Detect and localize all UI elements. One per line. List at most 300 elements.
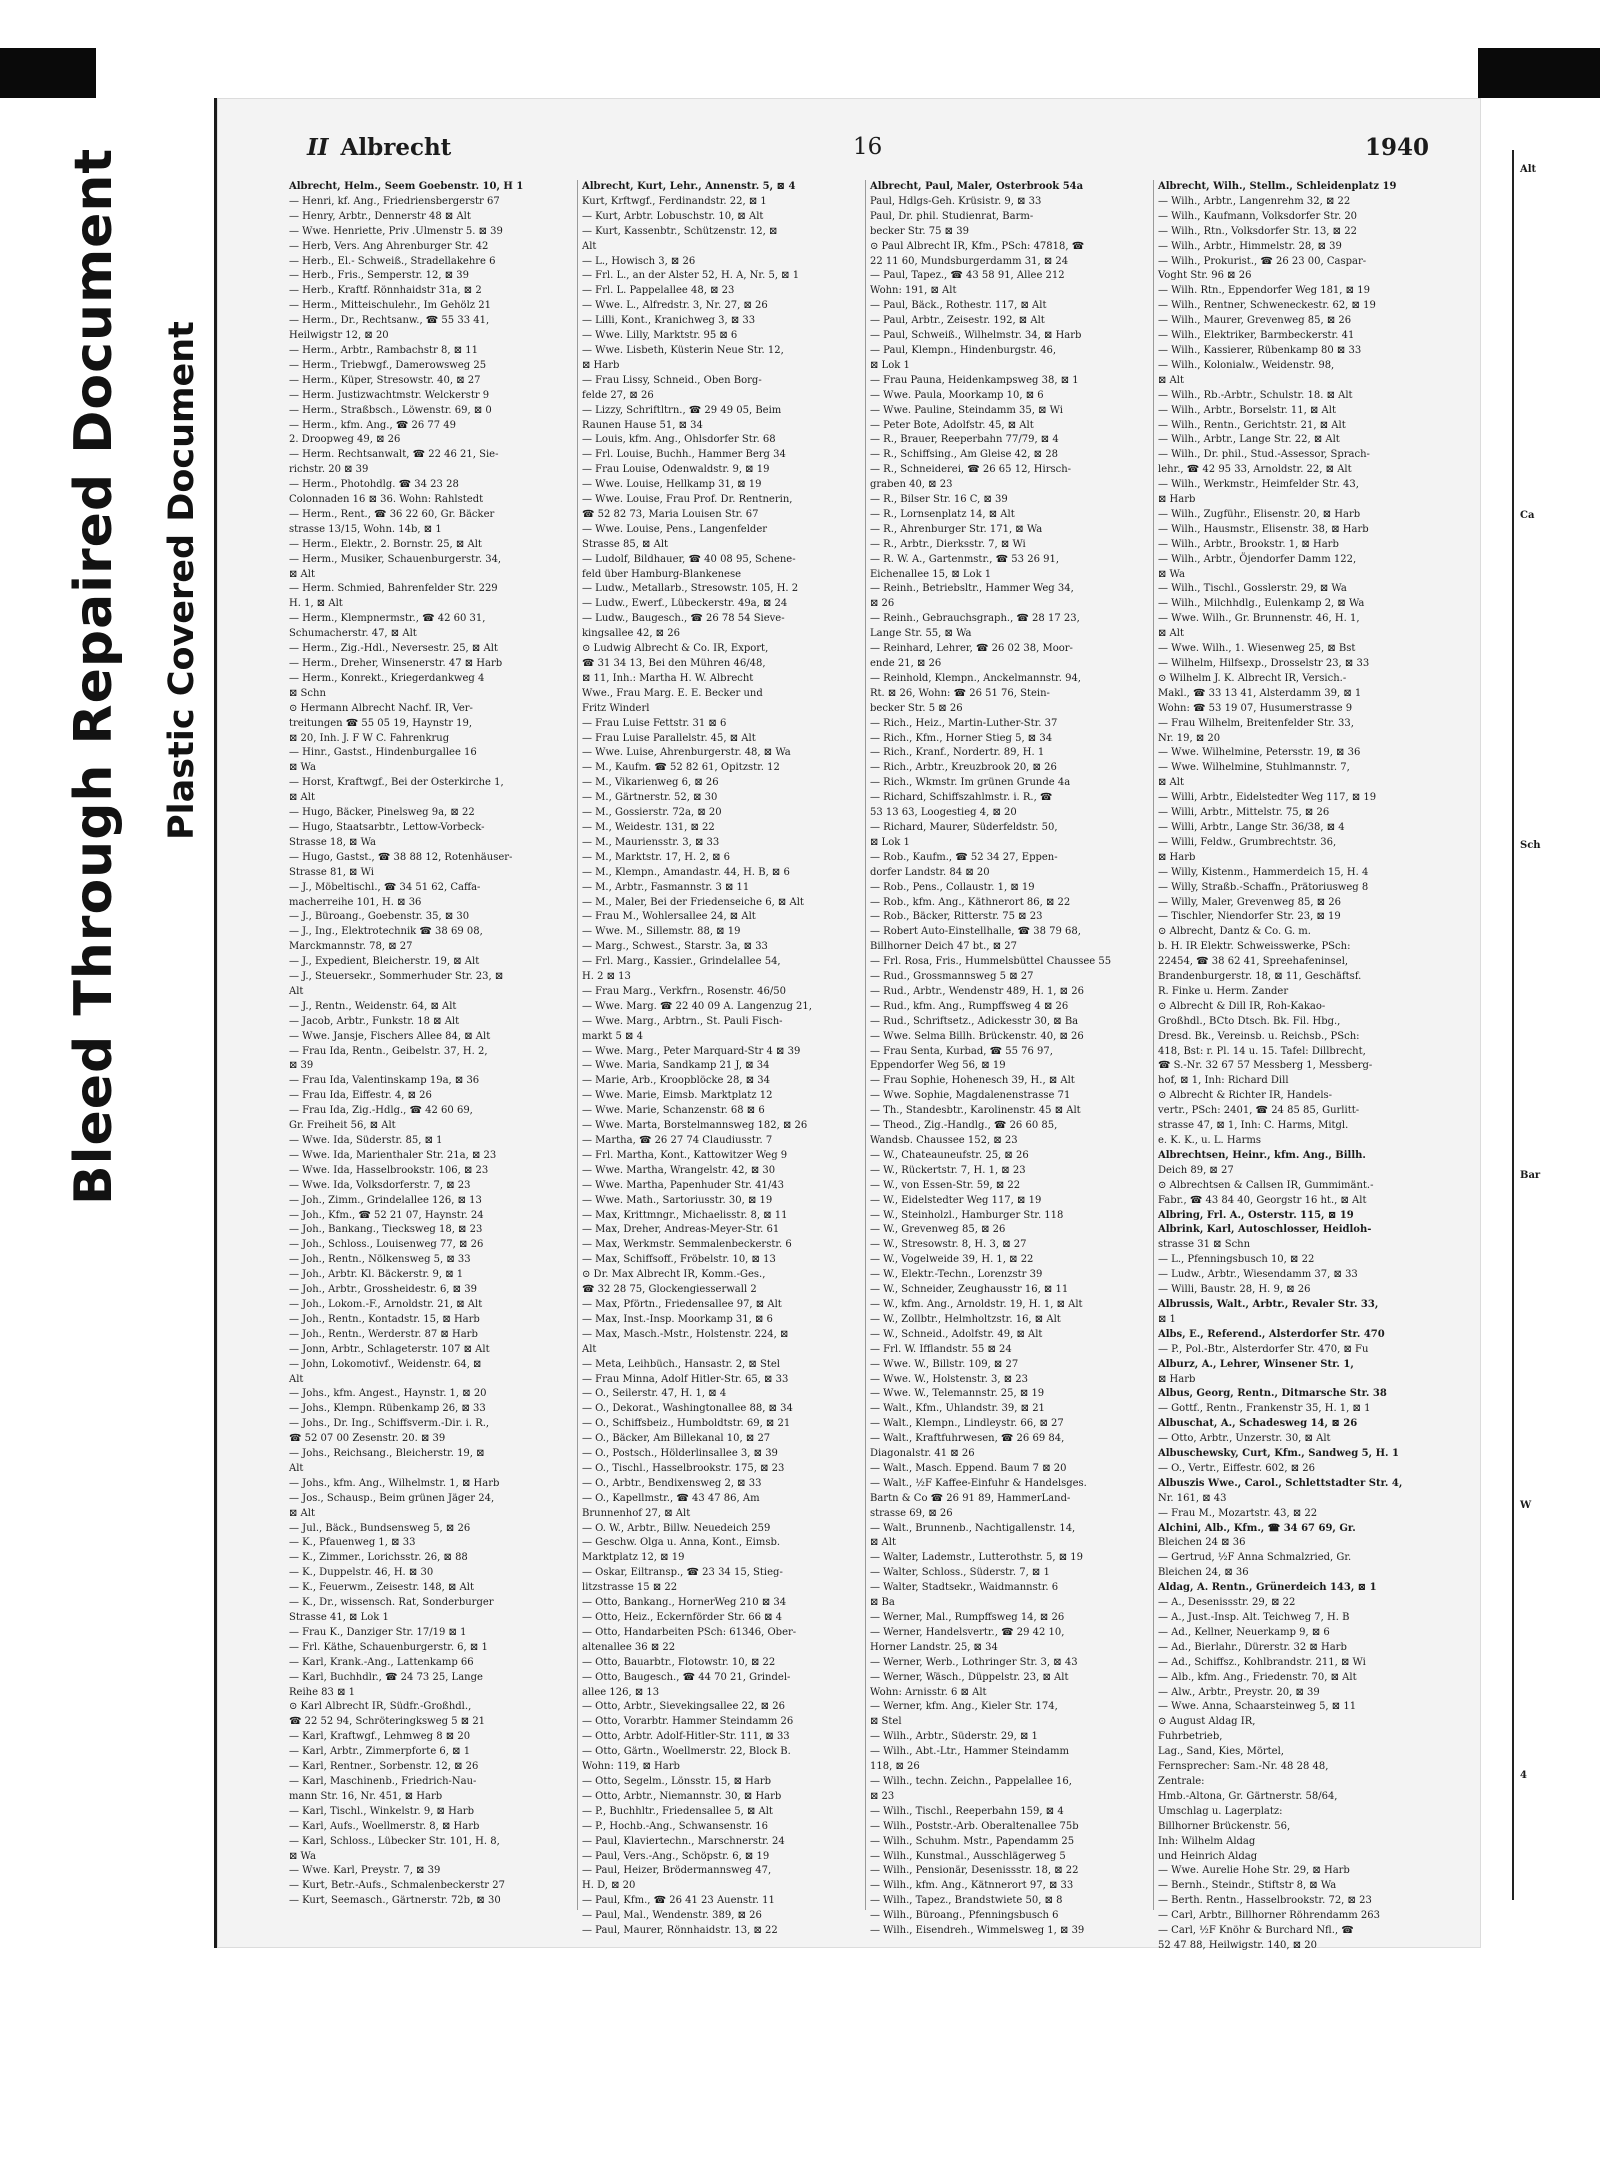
directory-entry: — J., Steuersekr., Sommerhuder Str. 23, ⊠ bbox=[289, 971, 504, 983]
directory-entry: Strasse 18, ⊠ Wa bbox=[289, 836, 376, 848]
directory-entry: — Frau Ida, Rentn., Geibelstr. 37, H. 2, bbox=[289, 1045, 488, 1057]
directory-entry: — Max, Krittmngr., Michaelisstr. 8, ⊠ 11 bbox=[582, 1209, 788, 1221]
directory-entry: macherreihe 101, H. ⊠ 36 bbox=[289, 896, 422, 908]
directory-entry: — Lizzy, Schriftltrn., ☎ 29 49 05, Beim bbox=[582, 404, 782, 416]
directory-entry: — Ludolf, Bildhauer, ☎ 40 08 95, Schene- bbox=[582, 553, 796, 565]
directory-entry: — Joh., Rentn., Werderstr. 87 ⊠ Harb bbox=[289, 1328, 478, 1340]
directory-entry: — Wwe. Wilh., 1. Wiesenweg 25, ⊠ Bst bbox=[1158, 643, 1356, 655]
directory-entry: — Wwe. Jansje, Fischers Allee 84, ⊠ Alt bbox=[289, 1030, 491, 1042]
directory-entry: — Paul, Klaviertechn., Marschnerstr. 24 bbox=[582, 1835, 785, 1847]
directory-entry: — Frau Ida, Valentinskamp 19a, ⊠ 36 bbox=[289, 1075, 480, 1087]
directory-entry: — Reinhold, Klempn., Anckelmannstr. 94, bbox=[870, 672, 1081, 684]
directory-entry: — Wilh., Eisendreh., Wimmelsweg 1, ⊠ 39 bbox=[870, 1925, 1085, 1937]
directory-entry: — Gertrud, ½F Anna Schmalzried, Gr. bbox=[1158, 1552, 1352, 1564]
directory-entry: ⊠ 1 bbox=[1158, 1313, 1176, 1325]
directory-entry: Nr. 161, ⊠ 43 bbox=[1158, 1492, 1227, 1504]
directory-entry: — Otto, Vorarbtr. Hammer Steindamm 26 bbox=[582, 1716, 794, 1728]
directory-entry: — Herm., Photohdlg. ☎ 34 23 28 bbox=[289, 479, 459, 491]
directory-entry: — K., Duppelstr. 46, H. ⊠ 30 bbox=[289, 1567, 434, 1579]
directory-entry: — Joh., Lokom.-F., Arnoldstr. 21, ⊠ Alt bbox=[289, 1298, 483, 1310]
directory-entry: Alt bbox=[582, 1343, 597, 1355]
directory-entry: Fritz Winderl bbox=[582, 702, 650, 714]
directory-entry: — Wwe. Marie, Schanzenstr. 68 ⊠ 6 bbox=[582, 1105, 765, 1117]
directory-entry: — Wilh., Dr. phil., Stud.-Assessor, Sprach- bbox=[1158, 449, 1370, 461]
black-tab-left bbox=[0, 48, 96, 98]
directory-entry: — Paul, Vers.-Ang., Schöpstr. 6, ⊠ 19 bbox=[582, 1850, 770, 1862]
directory-entry: — Herm., Straßbsch., Löwenstr. 69, ⊠ 0 bbox=[289, 404, 492, 416]
directory-entry: — Otto, Bauarbtr., Flotowstr. 10, ⊠ 22 bbox=[582, 1656, 776, 1668]
directory-entry: — Otto, Segelm., Lönsstr. 15, ⊠ Harb bbox=[582, 1775, 772, 1787]
directory-entry: Colonnaden 16 ⊠ 36. Wohn: Rahlstedt bbox=[289, 494, 484, 506]
directory-entry: — Herm., Arbtr., Rambachstr 8, ⊠ 11 bbox=[289, 344, 478, 356]
directory-entry: — Paul, Kfm., ☎ 26 41 23 Auenstr. 11 bbox=[582, 1895, 775, 1907]
edge-fragment: W bbox=[1520, 1500, 1532, 1511]
directory-entry: Inh: Wilhelm Aldag bbox=[1158, 1835, 1256, 1847]
directory-entry: — Karl, Arbtr., Zimmerpforte 6, ⊠ 1 bbox=[289, 1746, 471, 1758]
directory-entry: — Reinhard, Lehrer, ☎ 26 02 38, Moor- bbox=[870, 643, 1073, 655]
directory-entry: — Jonn, Arbtr., Schlageterstr. 107 ⊠ Alt bbox=[289, 1343, 490, 1355]
directory-entry: — Max, Dreher, Andreas-Meyer-Str. 61 bbox=[582, 1224, 780, 1236]
directory-entry: — Wwe. Louise, Pens., Langenfelder bbox=[582, 523, 768, 535]
directory-entry: strasse 13/15, Wohn. 14b, ⊠ 1 bbox=[289, 523, 442, 535]
directory-entry: — Wwe. Anna, Schaarsteinweg 5, ⊠ 11 bbox=[1158, 1701, 1357, 1713]
directory-entry: — Otto, Baugesch., ☎ 44 70 21, Grindel- bbox=[582, 1671, 791, 1683]
column-1 bbox=[289, 180, 568, 1910]
directory-entry: — Max, Masch.-Mstr., Holstenstr. 224, ⊠ bbox=[582, 1328, 789, 1340]
running-head-name: Albrecht bbox=[340, 134, 452, 161]
directory-entry: ⊙ Karl Albrecht IR, Südfr.-Großhdl., bbox=[289, 1701, 472, 1713]
directory-entry: — Johs., Klempn. Rübenkamp 26, ⊠ 33 bbox=[289, 1403, 486, 1415]
directory-entry: — Willy, Kistenm., Hammerdeich 15, H. 4 bbox=[1158, 866, 1369, 878]
directory-entry: — Wilh., Arbtr., Öjendorfer Damm 122, bbox=[1158, 553, 1357, 565]
directory-entry: — Th., Standesbtr., Karolinenstr. 45 ⊠ Alt bbox=[870, 1105, 1081, 1117]
directory-entry: ⊠ Harb bbox=[1158, 851, 1196, 863]
directory-entry: felde 27, ⊠ 26 bbox=[582, 389, 654, 401]
directory-entry: ⊠ Alt bbox=[289, 1507, 315, 1519]
directory-entry: Fernsprecher: Sam.-Nr. 48 28 48, bbox=[1158, 1761, 1329, 1773]
directory-entry: — Wilh., Zugführ., Elisenstr. 20, ⊠ Harb bbox=[1158, 508, 1361, 520]
directory-entry: — Tischler, Niendorfer Str. 23, ⊠ 19 bbox=[1158, 911, 1341, 923]
directory-entry: — Herm., Dr., Rechtsanw., ☎ 55 33 41, bbox=[289, 315, 490, 327]
directory-entry: — Wilh., Schuhm. Mstr., Papendamm 25 bbox=[870, 1835, 1075, 1847]
directory-entry: — R., Lornsenplatz 14, ⊠ Alt bbox=[870, 508, 1015, 520]
directory-entry: — O., Postsch., Hölderlinsallee 3, ⊠ 39 bbox=[582, 1448, 778, 1460]
directory-entry: — Rich., Kranf., Nordertr. 89, H. 1 bbox=[870, 747, 1045, 759]
edge-fragment: Alt bbox=[1520, 164, 1537, 175]
directory-entry: — Herm., Konrekt., Kriegerdankweg 4 bbox=[289, 672, 485, 684]
directory-entry: — P., Pol.-Btr., Alsterdorfer Str. 470, ⊠ Fu bbox=[1158, 1343, 1369, 1355]
directory-entry: ⊙ Hermann Albrecht Nachf. IR, Ver- bbox=[289, 702, 473, 714]
scan-notice bbox=[44, 120, 202, 1205]
directory-entry: Alchini, Alb., Kfm., ☎ 34 67 69, Gr. bbox=[1158, 1522, 1356, 1534]
directory-entry: — Herb., Fris., Semperstr. 12, ⊠ 39 bbox=[289, 270, 470, 282]
directory-entry: — Paul, Bäck., Rothestr. 117, ⊠ Alt bbox=[870, 300, 1047, 312]
directory-entry: altenallee 36 ⊠ 22 bbox=[582, 1641, 676, 1653]
directory-entry: 418, Bst: r. Pl. 14 u. 15. Tafel: Dillbrecht, bbox=[1158, 1045, 1366, 1057]
directory-entry: Billhorner Brückenstr. 56, bbox=[1158, 1820, 1291, 1832]
directory-entry: Hmb.-Altona, Gr. Gärtnerstr. 58/64, bbox=[1158, 1790, 1338, 1802]
directory-entry: — Wwe. Ida, Süderstr. 85, ⊠ 1 bbox=[289, 1135, 443, 1146]
directory-entry: Wohn: Arnisstr. 6 ⊠ Alt bbox=[870, 1686, 987, 1698]
directory-entry: — Wwe. Luise, Ahrenburgerstr. 48, ⊠ Wa bbox=[582, 747, 791, 759]
directory-entry: — W., Eidelstedter Weg 117, ⊠ 19 bbox=[870, 1194, 1042, 1206]
directory-entry: — Wwe. W., Holstenstr. 3, ⊠ 23 bbox=[870, 1373, 1028, 1385]
directory-entry: — K., Pfauenweg 1, ⊠ 33 bbox=[289, 1537, 416, 1549]
directory-entry: — Joh., Zimm., Grindelallee 126, ⊠ 13 bbox=[289, 1194, 482, 1206]
directory-entry: — Max, Schiffsoff., Fröbelstr. 10, ⊠ 13 bbox=[582, 1254, 776, 1266]
directory-entry: — Walter, Lademstr., Lutterothstr. 5, ⊠ 19 bbox=[870, 1552, 1083, 1564]
directory-entry: H. D, ⊠ 20 bbox=[582, 1880, 636, 1892]
directory-entry: — Herb., El.- Schweiß., Stradellakehre 6 bbox=[289, 255, 496, 267]
directory-entry: — O., Vertr., Eiffestr. 602, ⊠ 26 bbox=[1158, 1462, 1316, 1474]
directory-entry: Albrink, Karl, Autoschlosser, Heidloh- bbox=[1158, 1224, 1372, 1236]
directory-entry: ⊙ Albrecht & Richter IR, Handels- bbox=[1158, 1090, 1333, 1102]
directory-entry: — Wwe. Louise, Frau Prof. Dr. Rentnerin, bbox=[582, 494, 793, 506]
directory-entry: — Rob., Bäcker, Ritterstr. 75 ⊠ 23 bbox=[870, 911, 1043, 923]
directory-entry: — Wilh., Pensionär, Desenissstr. 18, ⊠ 22 bbox=[870, 1865, 1079, 1877]
directory-entry: — W., Grevenweg 85, ⊠ 26 bbox=[870, 1224, 1006, 1236]
directory-entry: Paul, Dr. phil. Studienrat, Barm- bbox=[870, 210, 1034, 222]
directory-entry: — Wilh., Kaufmann, Volksdorfer Str. 20 bbox=[1158, 210, 1358, 222]
directory-entry: — Ludw., Arbtr., Wiesendamm 37, ⊠ 33 bbox=[1158, 1269, 1358, 1281]
directory-entry: feld über Hamburg-Blankenese bbox=[582, 568, 742, 580]
directory-entry: dorfer Landstr. 84 ⊠ 20 bbox=[870, 866, 990, 878]
directory-entry: ⊙ Paul Albrecht IR, Kfm., PSch: 47818, ☎ bbox=[870, 240, 1085, 252]
directory-entry: ⊠ 11, Inh.: Martha H. W. Albrecht bbox=[582, 672, 754, 684]
directory-entry: — Paul, Heizer, Brödermannsweg 47, bbox=[582, 1865, 772, 1877]
directory-entry: Marktplatz 12, ⊠ 19 bbox=[582, 1552, 685, 1564]
directory-entry: — Wwe. Louise, Hellkamp 31, ⊠ 19 bbox=[582, 479, 762, 491]
directory-entry: — Herm., Musiker, Schauenburgerstr. 34, bbox=[289, 553, 502, 565]
directory-entry: — Wilh., Maurer, Grevenweg 85, ⊠ 26 bbox=[1158, 315, 1352, 327]
directory-entry: — Wwe. Martha, Papenhuder Str. 41/43 bbox=[582, 1179, 784, 1191]
directory-entry: — Herm., Klempnermstr., ☎ 42 60 31, bbox=[289, 613, 486, 625]
directory-entry: — Rich., Wkmstr. Im grünen Grunde 4a bbox=[870, 777, 1071, 789]
directory-entry: — Willi, Feldw., Grumbrechtstr. 36, bbox=[1158, 836, 1337, 848]
directory-entry: — Hugo, Gastst., ☎ 38 88 12, Rotenhäuser- bbox=[289, 851, 513, 863]
directory-entry: — Herm., Elektr., 2. Bornstr. 25, ⊠ Alt bbox=[289, 538, 482, 550]
directory-entry: — Meta, Leihbüch., Hansastr. 2, ⊠ Stel bbox=[582, 1358, 780, 1370]
directory-entry: — Werner, kfm. Ang., Kieler Str. 174, bbox=[870, 1701, 1058, 1713]
directory-entry: — O. W., Arbtr., Billw. Neuedeich 259 bbox=[582, 1522, 771, 1534]
directory-entry: — Wilh., Arbtr., Himmelstr. 28, ⊠ 39 bbox=[1158, 240, 1342, 252]
directory-entry: — Henry, Arbtr., Dennerstr 48 ⊠ Alt bbox=[289, 210, 471, 222]
directory-entry: — Wwe. Wilhelmine, Stuhlmannstr. 7, bbox=[1158, 762, 1350, 774]
directory-entry: — Herm. Schmied, Bahrenfelder Str. 229 bbox=[289, 583, 498, 595]
directory-entry: — Frl. Marg., Kassier., Grindelallee 54, bbox=[582, 956, 781, 968]
directory-entry: — Herm., Zig.-Hdl., Neversestr. 25, ⊠ Alt bbox=[289, 643, 498, 655]
directory-entry: — O., Schiffsbeiz., Humboldtstr. 69, ⊠ 21 bbox=[582, 1418, 791, 1430]
directory-entry: — J., Expedient, Bleicherstr. 19, ⊠ Alt bbox=[289, 956, 480, 968]
directory-entry: — Frl. W. Ifflandstr. 55 ⊠ 24 bbox=[870, 1343, 1012, 1355]
directory-entry: — Karl, Schloss., Lübecker Str. 101, H. 8, bbox=[289, 1835, 500, 1847]
directory-entry: — Rud., Arbtr., Wendenstr 489, H. 1, ⊠ 26 bbox=[870, 985, 1084, 997]
directory-entry: — Wwe. Aurelie Hohe Str. 29, ⊠ Harb bbox=[1158, 1865, 1350, 1877]
directory-entry: — M., Gärtnerstr. 52, ⊠ 30 bbox=[582, 792, 718, 804]
directory-entry: — Horst, Kraftwgf., Bei der Osterkirche 1, bbox=[289, 777, 504, 789]
directory-columns bbox=[289, 180, 1435, 1951]
directory-entry: — O., Bäcker, Am Billekanal 10, ⊠ 27 bbox=[582, 1433, 771, 1445]
directory-entry: markt 5 ⊠ 4 bbox=[582, 1030, 643, 1042]
directory-entry: — O., Seilerstr. 47, H. 1, ⊠ 4 bbox=[582, 1388, 727, 1400]
directory-entry: ⊙ August Aldag IR, bbox=[1158, 1716, 1256, 1728]
directory-entry: — Karl, Rentner., Sorbenstr. 12, ⊠ 26 bbox=[289, 1761, 479, 1773]
directory-entry: — Otto, Arbtr., Unzerstr. 30, ⊠ Alt bbox=[1158, 1433, 1331, 1445]
directory-entry: — Otto, Arbtr., Sievekingsallee 22, ⊠ 26 bbox=[582, 1701, 785, 1713]
directory-entry: Albring, Frl. A., Osterstr. 115, ⊠ 19 bbox=[1158, 1209, 1354, 1221]
directory-entry: — Wilh., Hausmstr., Elisenstr. 38, ⊠ Harb bbox=[1158, 523, 1369, 535]
directory-entry: — M., Kaufm. ☎ 52 82 61, Opitzstr. 12 bbox=[582, 762, 780, 774]
directory-entry: — Wilh., Kunstmal., Ausschlägerweg 5 bbox=[870, 1850, 1066, 1862]
directory-entry: ⊠ Wa bbox=[289, 1850, 316, 1862]
directory-entry: Reihe 83 ⊠ 1 bbox=[289, 1686, 356, 1698]
directory-entry: — Wilh., Poststr.-Arb. Oberaltenallee 75b bbox=[870, 1820, 1079, 1832]
directory-entry: — Martha, ☎ 26 27 74 Claudiusstr. 7 bbox=[582, 1135, 773, 1146]
directory-entry: ⊙ Ludwig Albrecht & Co. IR, Export, bbox=[582, 643, 769, 655]
directory-entry: treitungen ☎ 55 05 19, Haynstr 19, bbox=[289, 717, 473, 729]
directory-entry: — Wilh., Tischl., Reeperbahn 159, ⊠ 4 bbox=[870, 1805, 1064, 1817]
directory-entry: — Werner, Werb., Lothringer Str. 3, ⊠ 43 bbox=[870, 1656, 1078, 1668]
directory-entry: ⊠ Stel bbox=[870, 1716, 902, 1728]
directory-entry: — Rob., Kaufm., ☎ 52 34 27, Eppen- bbox=[870, 851, 1058, 863]
directory-entry: — Wilh., Arbtr., Lange Str. 22, ⊠ Alt bbox=[1158, 434, 1340, 446]
directory-entry: — Marg., Schwest., Starstr. 3a, ⊠ 33 bbox=[582, 941, 768, 953]
directory-entry: — L., Howisch 3, ⊠ 26 bbox=[582, 255, 696, 267]
directory-entry: — Willi, Arbtr., Eidelstedter Weg 117, ⊠ 19 bbox=[1158, 792, 1377, 804]
directory-entry: — Werner, Handelsvertr., ☎ 29 42 10, bbox=[870, 1626, 1065, 1638]
directory-entry: — R., Arbtr., Dierksstr. 7, ⊠ Wi bbox=[870, 538, 1026, 550]
directory-entry: Wwe., Frau Marg. E. E. Becker und bbox=[582, 687, 763, 699]
plastic-covered-label: Plastic Covered Document bbox=[162, 321, 202, 840]
directory-entry: Lag., Sand, Kies, Mörtel, bbox=[1158, 1746, 1284, 1758]
directory-entry: — Karl, Tischl., Winkelstr. 9, ⊠ Harb bbox=[289, 1805, 474, 1817]
directory-entry: Albrussis, Walt., Arbtr., Revaler Str. 33, bbox=[1158, 1298, 1379, 1310]
directory-entry: — Walt., Klempn., Lindleystr. 66, ⊠ 27 bbox=[870, 1418, 1064, 1430]
directory-entry: ⊠ Harb bbox=[1158, 494, 1196, 506]
directory-entry: Albus, Georg, Rentn., Ditmarsche Str. 38 bbox=[1158, 1388, 1387, 1400]
directory-entry: — O., Arbtr., Bendixensweg 2, ⊠ 33 bbox=[582, 1477, 762, 1489]
directory-entry: — Hugo, Staatsarbtr., Lettow-Vorbeck- bbox=[289, 821, 485, 833]
directory-entry: — John, Lokomotivf., Weidenstr. 64, ⊠ bbox=[289, 1358, 482, 1370]
directory-entry: — Herm. Rechtsanwalt, ☎ 22 46 21, Sie- bbox=[289, 449, 499, 461]
directory-entry: — W., Vogelweide 39, H. 1, ⊠ 22 bbox=[870, 1254, 1034, 1266]
directory-entry: — Gottf., Rentn., Frankenstr 35, H. 1, ⊠ 1 bbox=[1158, 1403, 1371, 1415]
directory-entry: — Jacob, Arbtr., Funkstr. 18 ⊠ Alt bbox=[289, 1015, 460, 1027]
directory-entry: — Wwe. Marg., Arbtrn., St. Pauli Fisch- bbox=[582, 1015, 783, 1027]
directory-entry: — K., Feuerwm., Zeisestr. 148, ⊠ Alt bbox=[289, 1582, 474, 1594]
directory-entry: — Richard, Schiffszahlmstr. i. R., ☎ bbox=[870, 792, 1053, 804]
directory-entry: ⊠ Lok 1 bbox=[870, 836, 910, 848]
directory-entry: — Wwe. Ida, Marienthaler Str. 21a, ⊠ 23 bbox=[289, 1149, 497, 1161]
directory-entry: — Herm., Küper, Stresowstr. 40, ⊠ 27 bbox=[289, 374, 481, 386]
directory-entry: — Otto, Heiz., Eckernförder Str. 66 ⊠ 4 bbox=[582, 1612, 783, 1623]
directory-entry: — Joh., Kfm., ☎ 52 21 07, Haynstr. 24 bbox=[289, 1209, 484, 1221]
directory-entry: — Johs., Dr. Ing., Schiffsverm.-Dir. i. R., bbox=[289, 1418, 490, 1430]
directory-entry: ⊠ 23 bbox=[870, 1790, 895, 1802]
directory-entry: — Paul, Tapez., ☎ 43 58 91, Allee 212 bbox=[870, 270, 1065, 282]
directory-entry: — Willy, Straßb.-Schaffn., Prätoriusweg 8 bbox=[1158, 881, 1369, 893]
directory-entry: — O., Tischl., Hasselbrookstr. 175, ⊠ 23 bbox=[582, 1462, 785, 1474]
directory-entry: — L., Pfenningsbusch 10, ⊠ 22 bbox=[1158, 1254, 1315, 1266]
directory-entry: — J., Möbeltischl., ☎ 34 51 62, Caffa- bbox=[289, 881, 481, 893]
directory-entry: — Herb, Vers. Ang Ahrenburger Str. 42 bbox=[289, 240, 489, 252]
directory-entry: — W., kfm. Ang., Arnoldstr. 19, H. 1, ⊠ Alt bbox=[870, 1298, 1083, 1310]
directory-entry: — Wwe. Selma Billh. Brückenstr. 40, ⊠ 26 bbox=[870, 1030, 1084, 1042]
directory-entry: — Richard, Maurer, Süderfeldstr. 50, bbox=[870, 821, 1058, 833]
directory-entry: — Wilh. Rtn., Eppendorfer Weg 181, ⊠ 19 bbox=[1158, 285, 1370, 297]
directory-entry: — Geschw. Olga u. Anna, Kont., Eimsb. bbox=[582, 1537, 781, 1549]
directory-entry: ⊠ Schn bbox=[289, 687, 326, 699]
directory-entry: — Karl, Aufs., Woellmerstr. 8, ⊠ Harb bbox=[289, 1820, 480, 1832]
directory-entry: hof, ⊠ 1, Inh: Richard Dill bbox=[1158, 1075, 1289, 1087]
directory-entry: Marckmannstr. 78, ⊠ 27 bbox=[289, 941, 413, 953]
directory-entry: — Karl, Kraftwgf., Lehmweg 8 ⊠ 20 bbox=[289, 1731, 471, 1743]
directory-entry: Albrecht, Kurt, Lehr., Annenstr. 5, ⊠ 4 bbox=[582, 181, 796, 192]
directory-entry: — Peter Bote, Adolfstr. 45, ⊠ Alt bbox=[870, 419, 1034, 431]
directory-entry: — Walter, Stadtsekr., Waidmannstr. 6 bbox=[870, 1582, 1059, 1594]
directory-entry: — Wwe. Marta, Borstelmannsweg 182, ⊠ 26 bbox=[582, 1120, 808, 1132]
directory-entry: — Louis, kfm. Ang., Ohlsdorfer Str. 68 bbox=[582, 434, 776, 446]
directory-entry: Kurt, Krftwgf., Ferdinandstr. 22, ⊠ 1 bbox=[582, 195, 767, 207]
directory-entry: mann Str. 16, Nr. 451, ⊠ Harb bbox=[289, 1790, 443, 1802]
directory-entry: — Frl. L. Pappelallee 48, ⊠ 23 bbox=[582, 285, 735, 297]
directory-entry: — Reinh., Betriebsltr., Hammer Weg 34, bbox=[870, 583, 1074, 595]
directory-entry: — M., Mauriensstr. 3, ⊠ 33 bbox=[582, 836, 720, 848]
directory-entry: ⊠ 26 bbox=[870, 598, 895, 610]
directory-entry: ⊠ Alt bbox=[1158, 374, 1184, 386]
directory-entry: — O., Dekorat., Washingtonallee 88, ⊠ 34 bbox=[582, 1403, 793, 1415]
directory-entry: — Ad., Bierlahr., Dürerstr. 32 ⊠ Harb bbox=[1158, 1641, 1347, 1653]
directory-entry: ☎ S.-Nr. 32 67 57 Messberg 1, Messberg- bbox=[1158, 1060, 1373, 1072]
directory-entry: R. Finke u. Herm. Zander bbox=[1158, 985, 1289, 997]
directory-entry: ☎ 22 52 94, Schröteringksweg 5 ⊠ 21 bbox=[289, 1716, 486, 1728]
directory-entry: — Wwe. Martha, Wrangelstr. 42, ⊠ 30 bbox=[582, 1164, 776, 1176]
directory-entry: — Herb., Kraftf. Rönnhaidstr 31a, ⊠ 2 bbox=[289, 285, 482, 297]
directory-entry: ⊙ Wilhelm J. K. Albrecht IR, Versich.- bbox=[1158, 672, 1347, 684]
directory-entry: — W., Schneid., Adolfstr. 49, ⊠ Alt bbox=[870, 1328, 1043, 1340]
directory-entry: Billhorner Deich 47 bt., ⊠ 27 bbox=[870, 941, 1017, 953]
directory-entry: — Max, Werkmstr. Semmalenbeckerstr. 6 bbox=[582, 1239, 792, 1251]
directory-entry: Schumacherstr. 47, ⊠ Alt bbox=[289, 628, 417, 640]
directory-entry: und Heinrich Aldag bbox=[1158, 1850, 1258, 1862]
directory-entry: — M., Maler, Bei der Friedenseiche 6, ⊠ Alt bbox=[582, 896, 804, 908]
black-tab-right bbox=[1478, 48, 1600, 98]
directory-entry: Alburz, A., Lehrer, Winsener Str. 1, bbox=[1158, 1358, 1354, 1370]
directory-entry: — P., Hochb.-Ang., Schwansenstr. 16 bbox=[582, 1820, 769, 1832]
directory-entry: — M., Weidestr. 131, ⊠ 22 bbox=[582, 821, 715, 833]
directory-entry: — J., Ing., Elektrotechnik ☎ 38 69 08, bbox=[289, 926, 483, 938]
directory-entry: ☎ 52 07 00 Zesenstr. 20. ⊠ 39 bbox=[289, 1433, 446, 1445]
directory-entry: Voght Str. 96 ⊠ 26 bbox=[1158, 270, 1252, 282]
directory-entry: — Oskar, Eiltransp., ☎ 23 34 15, Stieg- bbox=[582, 1567, 783, 1579]
directory-entry: — Frau Lissy, Schneid., Oben Borg- bbox=[582, 374, 762, 386]
directory-entry: — Kurt, Betr.-Aufs., Schmalenbeckerstr 27 bbox=[289, 1880, 505, 1892]
directory-entry: Albrecht, Paul, Maler, Osterbrook 54a bbox=[870, 181, 1084, 192]
directory-entry: Albrechtsen, Heinr., kfm. Ang., Billh. bbox=[1158, 1149, 1366, 1161]
directory-entry: allee 126, ⊠ 13 bbox=[582, 1686, 660, 1698]
directory-entry: becker Str. 75 ⊠ 39 bbox=[870, 225, 969, 237]
directory-entry: — Paul, Klempn., Hindenburgstr. 46, bbox=[870, 344, 1057, 356]
directory-entry: ⊠ Ba bbox=[870, 1597, 895, 1609]
directory-entry: — Ludw., Ewerf., Lübeckerstr. 49a, ⊠ 24 bbox=[582, 598, 788, 610]
directory-entry: — Wilh., Prokurist., ☎ 26 23 00, Caspar- bbox=[1158, 255, 1367, 267]
directory-entry: ☎ 31 34 13, Bei den Mühren 46/48, bbox=[582, 658, 766, 669]
directory-entry: ⊙ Albrechtsen & Callsen IR, Gummimänt.- bbox=[1158, 1179, 1374, 1191]
directory-entry: ⊠ Alt bbox=[289, 792, 315, 804]
directory-entry: — Wwe. Pauline, Steindamm 35, ⊠ Wi bbox=[870, 404, 1063, 416]
column-2 bbox=[577, 180, 861, 1937]
directory-entry: — Wwe. Wilhelmine, Petersstr. 19, ⊠ 36 bbox=[1158, 747, 1361, 759]
directory-entry: Fuhrbetrieb, bbox=[1158, 1731, 1223, 1743]
directory-entry: Alt bbox=[289, 1373, 304, 1385]
directory-entry: — R., Schneiderei, ☎ 26 65 12, Hirsch- bbox=[870, 464, 1072, 476]
directory-entry: — Rud., kfm. Ang., Rumpffsweg 4 ⊠ 26 bbox=[870, 1000, 1069, 1012]
directory-entry: — Wwe. W., Telemannstr. 25, ⊠ 19 bbox=[870, 1388, 1045, 1400]
directory-entry: — Frl. Käthe, Schauenburgerstr. 6, ⊠ 1 bbox=[289, 1641, 488, 1653]
directory-entry: — Frau Minna, Adolf Hitler-Str. 65, ⊠ 33 bbox=[582, 1373, 789, 1385]
directory-entry: graben 40, ⊠ 23 bbox=[870, 479, 953, 491]
directory-entry: — Otto, Bankang., HornerWeg 210 ⊠ 34 bbox=[582, 1597, 787, 1609]
directory-entry: — Herm., Mitteischulehr., Im Gehölz 21 bbox=[289, 300, 491, 312]
directory-entry: e. K. K., u. L. Harms bbox=[1158, 1135, 1261, 1146]
directory-entry: — Rich., Kfm., Horner Stieg 5, ⊠ 34 bbox=[870, 732, 1053, 744]
directory-entry: ⊠ Alt bbox=[1158, 777, 1184, 789]
adjacent-page-edge bbox=[1512, 150, 1602, 1900]
directory-entry: — Wilhelm, Hilfsexp., Drosselstr 23, ⊠ 33 bbox=[1158, 658, 1370, 669]
directory-entry: — M., Marktstr. 17, H. 2, ⊠ 6 bbox=[582, 851, 731, 863]
directory-entry: — Rich., Arbtr., Kreuzbrook 20, ⊠ 26 bbox=[870, 762, 1057, 774]
directory-entry: Makl., ☎ 33 13 41, Alsterdamm 39, ⊠ 1 bbox=[1158, 687, 1362, 699]
bleed-through-label: Bleed Through Repaired Document bbox=[64, 147, 124, 1205]
directory-entry: — Frau Sophie, Hohenesch 39, H., ⊠ Alt bbox=[870, 1075, 1075, 1087]
directory-entry: — Wilh., Elektriker, Barmbeckerstr. 41 bbox=[1158, 330, 1355, 342]
directory-entry: — Wilh., Werkmstr., Heimfelder Str. 43, bbox=[1158, 479, 1359, 491]
directory-entry: — A., Just.-Insp. Alt. Teichweg 7, H. B bbox=[1158, 1612, 1350, 1623]
directory-entry: 118, ⊠ 26 bbox=[870, 1761, 920, 1773]
directory-entry: — Wwe. Maria, Sandkamp 21 J, ⊠ 34 bbox=[582, 1060, 770, 1072]
directory-entry: ⊙ Albrecht, Dantz & Co. G. m. bbox=[1158, 926, 1311, 938]
directory-entry: ende 21, ⊠ 26 bbox=[870, 658, 942, 669]
directory-entry: — Herm. Justizwachtmstr. Welckerstr 9 bbox=[289, 389, 490, 401]
directory-entry: H. 2 ⊠ 13 bbox=[582, 971, 631, 983]
directory-entry: ⊠ 20, Inh. J. F W C. Fahrenkrug bbox=[289, 732, 450, 744]
directory-entry: — Kurt, Seemasch., Gärtnerstr. 72b, ⊠ 30 bbox=[289, 1895, 501, 1907]
directory-entry: Brandenburgerstr. 18, ⊠ 11, Geschäftsf. bbox=[1158, 971, 1362, 983]
directory-entry: — Johs., kfm. Angest., Haynstr. 1, ⊠ 20 bbox=[289, 1388, 487, 1400]
directory-entry: — Joh., Rentn., Nölkensweg 5, ⊠ 33 bbox=[289, 1254, 471, 1266]
directory-entry: H. 1, ⊠ Alt bbox=[289, 598, 343, 610]
directory-entry: — Johs., kfm. Ang., Wilhelmstr. 1, ⊠ Harb bbox=[289, 1477, 500, 1489]
directory-entry: Alt bbox=[289, 985, 304, 997]
directory-entry: — Herm., kfm. Ang., ☎ 26 77 49 bbox=[289, 419, 456, 431]
directory-entry: — Berth. Rentn., Hasselbrookstr. 72, ⊠ 23 bbox=[1158, 1895, 1372, 1907]
directory-entry: — Rich., Heiz., Martin-Luther-Str. 37 bbox=[870, 717, 1058, 729]
directory-entry: — Otto, Arbtr. Adolf-Hitler-Str. 111, ⊠ 33 bbox=[582, 1731, 790, 1743]
directory-entry: — J., Rentn., Weidenstr. 64, ⊠ Alt bbox=[289, 1000, 457, 1012]
directory-entry: — W., Steinholzl., Hamburger Str. 118 bbox=[870, 1209, 1064, 1221]
directory-entry: Dresd. Bk., Vereinsb. u. Reichsb., PSch: bbox=[1158, 1030, 1360, 1042]
directory-entry: 52 47 88, Heilwigstr. 140, ⊠ 20 bbox=[1158, 1939, 1317, 1951]
directory-entry: — Joh., Bankang., Tiecksweg 18, ⊠ 23 bbox=[289, 1224, 483, 1236]
directory-page bbox=[214, 98, 1481, 1951]
directory-entry: Albs, E., Referend., Alsterdorfer Str. 470 bbox=[1158, 1328, 1385, 1340]
directory-entry: — Johs., Reichsang., Bleicherstr. 19, ⊠ bbox=[289, 1448, 485, 1460]
directory-entry: — Wwe. M., Sillemstr. 88, ⊠ 19 bbox=[582, 926, 741, 938]
directory-entry: — W., Zollbtr., Helmholtzstr. 16, ⊠ Alt bbox=[870, 1313, 1061, 1325]
directory-entry: — Carl, Arbtr., Billhorner Röhrendamm 263 bbox=[1158, 1910, 1380, 1922]
directory-entry: — R., Brauer, Reeperbahn 77/79, ⊠ 4 bbox=[870, 434, 1059, 446]
directory-entry: Bartn & Co ☎ 26 91 89, HammerLand- bbox=[870, 1492, 1071, 1504]
